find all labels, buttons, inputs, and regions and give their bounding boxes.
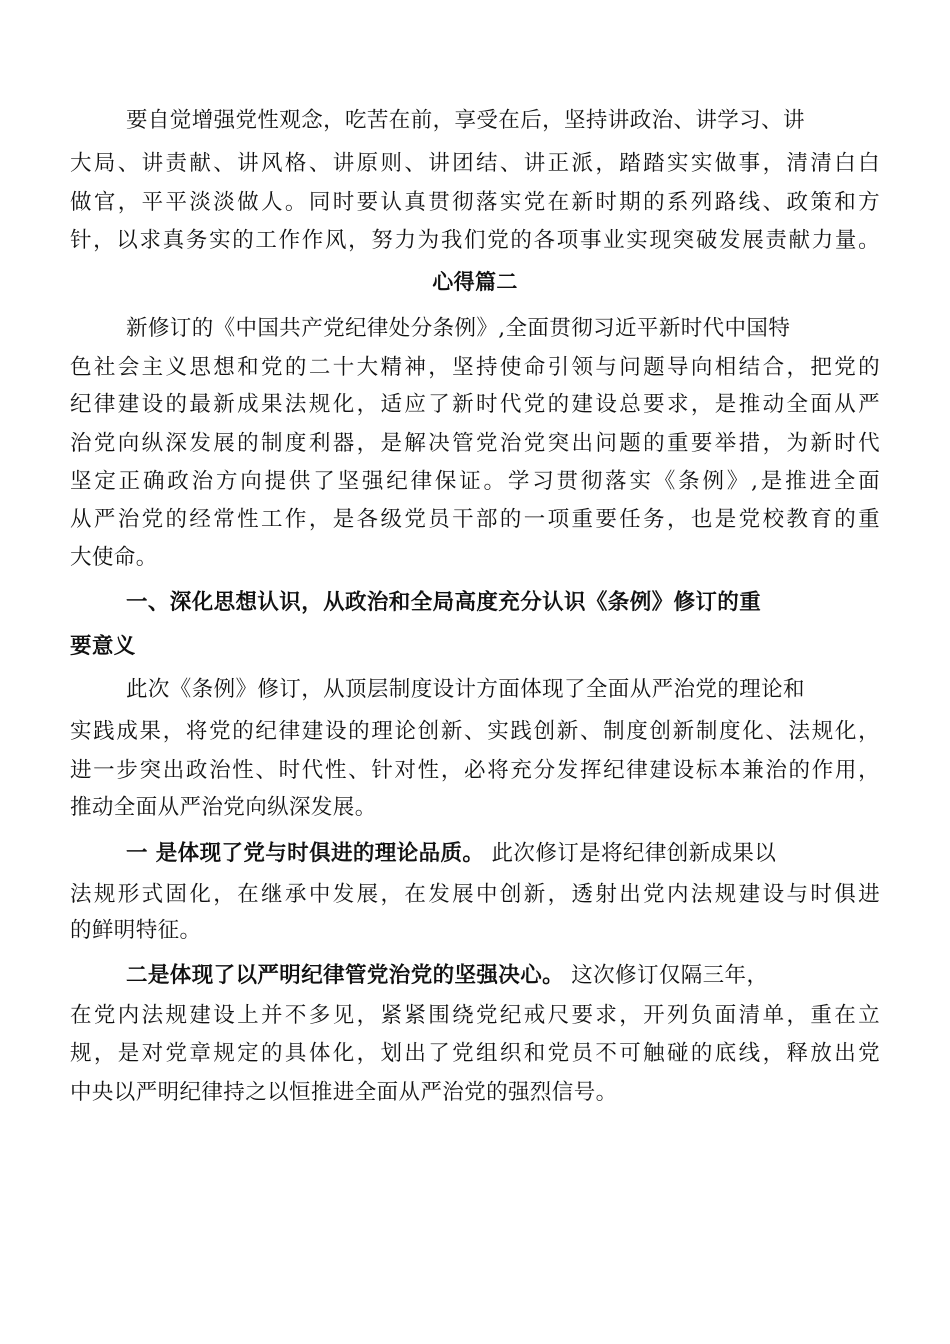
paragraph-4-line-2: 法规形式固化，在继承中发展，在发展中创新，透射出党内法规建设与时俱进 (70, 882, 880, 907)
paragraph-2-line-7: 大使命。 (70, 545, 158, 570)
paragraph-2-line-6: 从严治党的经常性工作，是各级党员干部的一项重要任务，也是党校教育的重 (70, 507, 880, 532)
paragraph-2-line-2: 色社会主义思想和党的二十大精神，坚持使命引领与问题导向相结合，把党的 (70, 355, 880, 380)
paragraph-2-line-1: 新修订的《中国共产党纪律处分条例》,全面贯彻习近平新时代中国特 (126, 316, 791, 341)
paragraph-2-line-5: 坚定正确政治方向提供了坚强纪律保证。学习贯彻落实《条例》,是推进全面 (70, 469, 881, 494)
paragraph-3-line-2: 实践成果，将党的纪律建设的理论创新、实践创新、制度创新制度化、法规化， (70, 719, 880, 744)
paragraph-5-line-1-rest: 这次修订仅隔三年， (564, 963, 769, 988)
paragraph-4-line-1 (126, 839, 880, 869)
paragraph-3-line-1: 此次《条例》修订，从顶层制度设计方面体现了全面从严治党的理论和 (126, 677, 805, 702)
paragraph-5-line-4: 中央以严明纪律持之以恒推进全面从严治党的强烈信号。 (70, 1080, 618, 1105)
paragraph-1-line-2: 大局、讲责献、讲风格、讲原则、讲团结、讲正派，踏踏实实做事，清清白白 (70, 151, 880, 176)
paragraph-5-line-2: 在党内法规建设上并不多见，紧紧围绕党纪戒尺要求，开列负面清单，重在立 (70, 1003, 880, 1028)
paragraph-1-line-4: 针，以求真务实的工作作风，努力为我们党的各项事业实现突破发展责献力量。 (70, 228, 880, 253)
heading-1-line-1: 一、深化思想认识，从政治和全局高度充分认识《条例》修订的重 (126, 590, 762, 615)
paragraph-5-lead: 二是体现了以严明纪律管党治党的坚强决心。 (126, 963, 565, 988)
paragraph-1-line-1: 要自觉增强党性观念，吃苦在前，享受在后，坚持讲政治、讲学习、讲 (126, 108, 805, 133)
paragraph-3-line-3: 进一步突出政治性、时代性、针对性，必将充分发挥纪律建设标本兼治的作用， (70, 758, 880, 783)
paragraph-3-line-4: 推动全面从严治党向纵深发展。 (70, 795, 377, 820)
paragraph-1-line-3: 做官，平平淡淡做人。同时要认真贯彻落实党在新时期的系列路线、政策和方 (70, 190, 880, 215)
paragraph-2-line-4: 治党向纵深发展的制度利器，是解决管党治党突出问题的重要举措，为新时代 (70, 431, 880, 456)
section-title: 心得篇二 (432, 270, 518, 294)
paragraph-4-line-3: 的鲜明特征。 (70, 918, 202, 943)
paragraph-4-line-1-rest: 此次修订是将纪律创新成果以 (484, 841, 777, 866)
paragraph-5-line-1 (126, 961, 880, 991)
heading-1-line-2: 要意义 (70, 634, 136, 659)
paragraph-4-lead: 一 是体现了党与时俱进的理论品质。 (126, 841, 485, 866)
paragraph-5-line-3: 规，是对党章规定的具体化，划出了党组织和党员不可触碰的底线，释放出党 (70, 1041, 880, 1066)
paragraph-2-line-3: 纪律建设的最新成果法规化，适应了新时代党的建设总要求，是推动全面从严 (70, 392, 880, 417)
